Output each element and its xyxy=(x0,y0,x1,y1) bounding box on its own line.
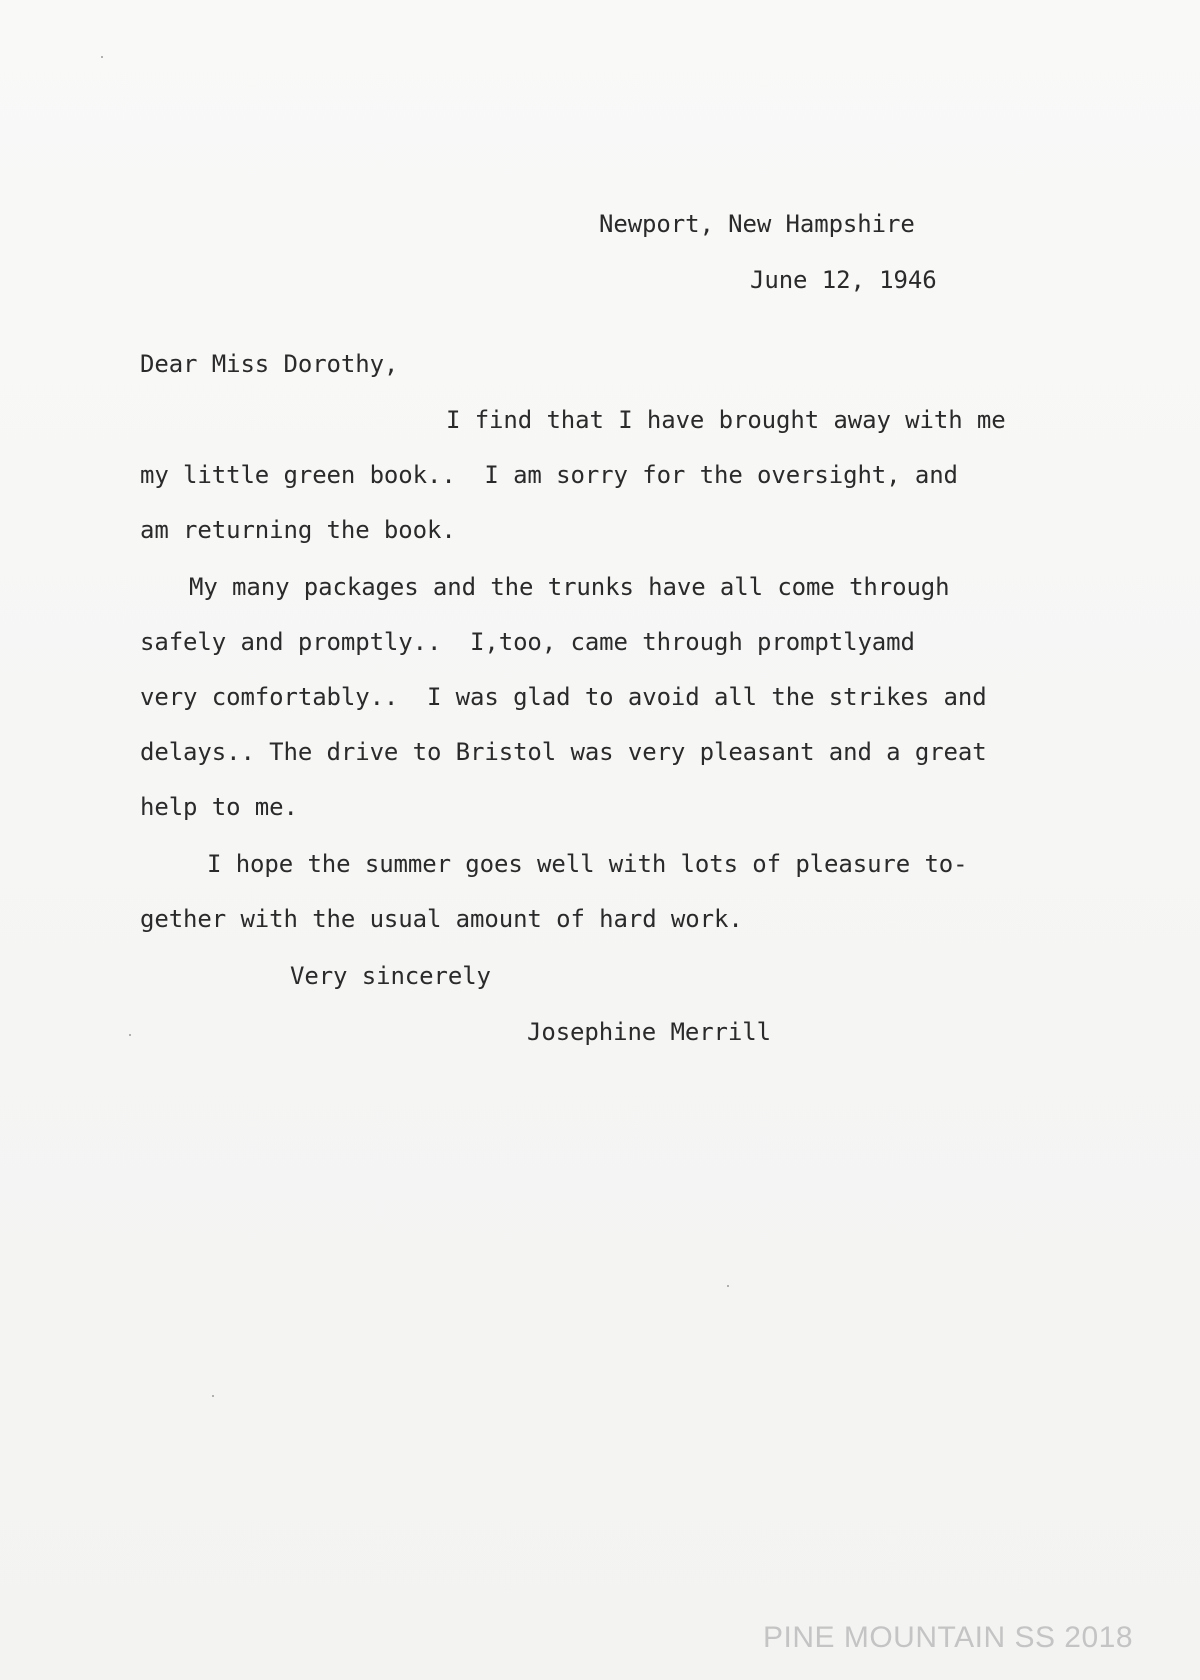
body-line-6: very comfortably.. I was glad to avoid all the strikes and xyxy=(140,683,987,711)
paper-speck xyxy=(727,1285,729,1287)
body-line-2: my little green book.. I am sorry for the oversight, and xyxy=(140,461,958,489)
body-line-1: I find that I have brought away with me xyxy=(446,406,1006,434)
letter-place: Newport, New Hampshire xyxy=(599,210,915,238)
paper-speck xyxy=(212,1395,214,1397)
paper-speck xyxy=(129,1034,131,1036)
signature: Josephine Merrill xyxy=(527,1018,771,1046)
body-line-8: help to me. xyxy=(140,793,298,821)
letter-date: June 12, 1946 xyxy=(750,266,937,294)
body-line-4: My many packages and the trunks have all come through xyxy=(189,573,950,601)
closing: Very sincerely xyxy=(290,962,491,990)
body-line-10: gether with the usual amount of hard work. xyxy=(140,905,743,933)
paper-speck xyxy=(101,56,103,58)
body-line-5: safely and promptly.. I,too, came through promptlyamd xyxy=(140,628,915,656)
salutation: Dear Miss Dorothy, xyxy=(140,350,399,378)
body-line-3: am returning the book. xyxy=(140,516,456,544)
watermark: PINE MOUNTAIN SS 2018 xyxy=(763,1621,1134,1654)
body-line-7: delays.. The drive to Bristol was very pleasant and a great xyxy=(140,738,987,766)
body-line-9: I hope the summer goes well with lots of pleasure to- xyxy=(207,850,968,878)
